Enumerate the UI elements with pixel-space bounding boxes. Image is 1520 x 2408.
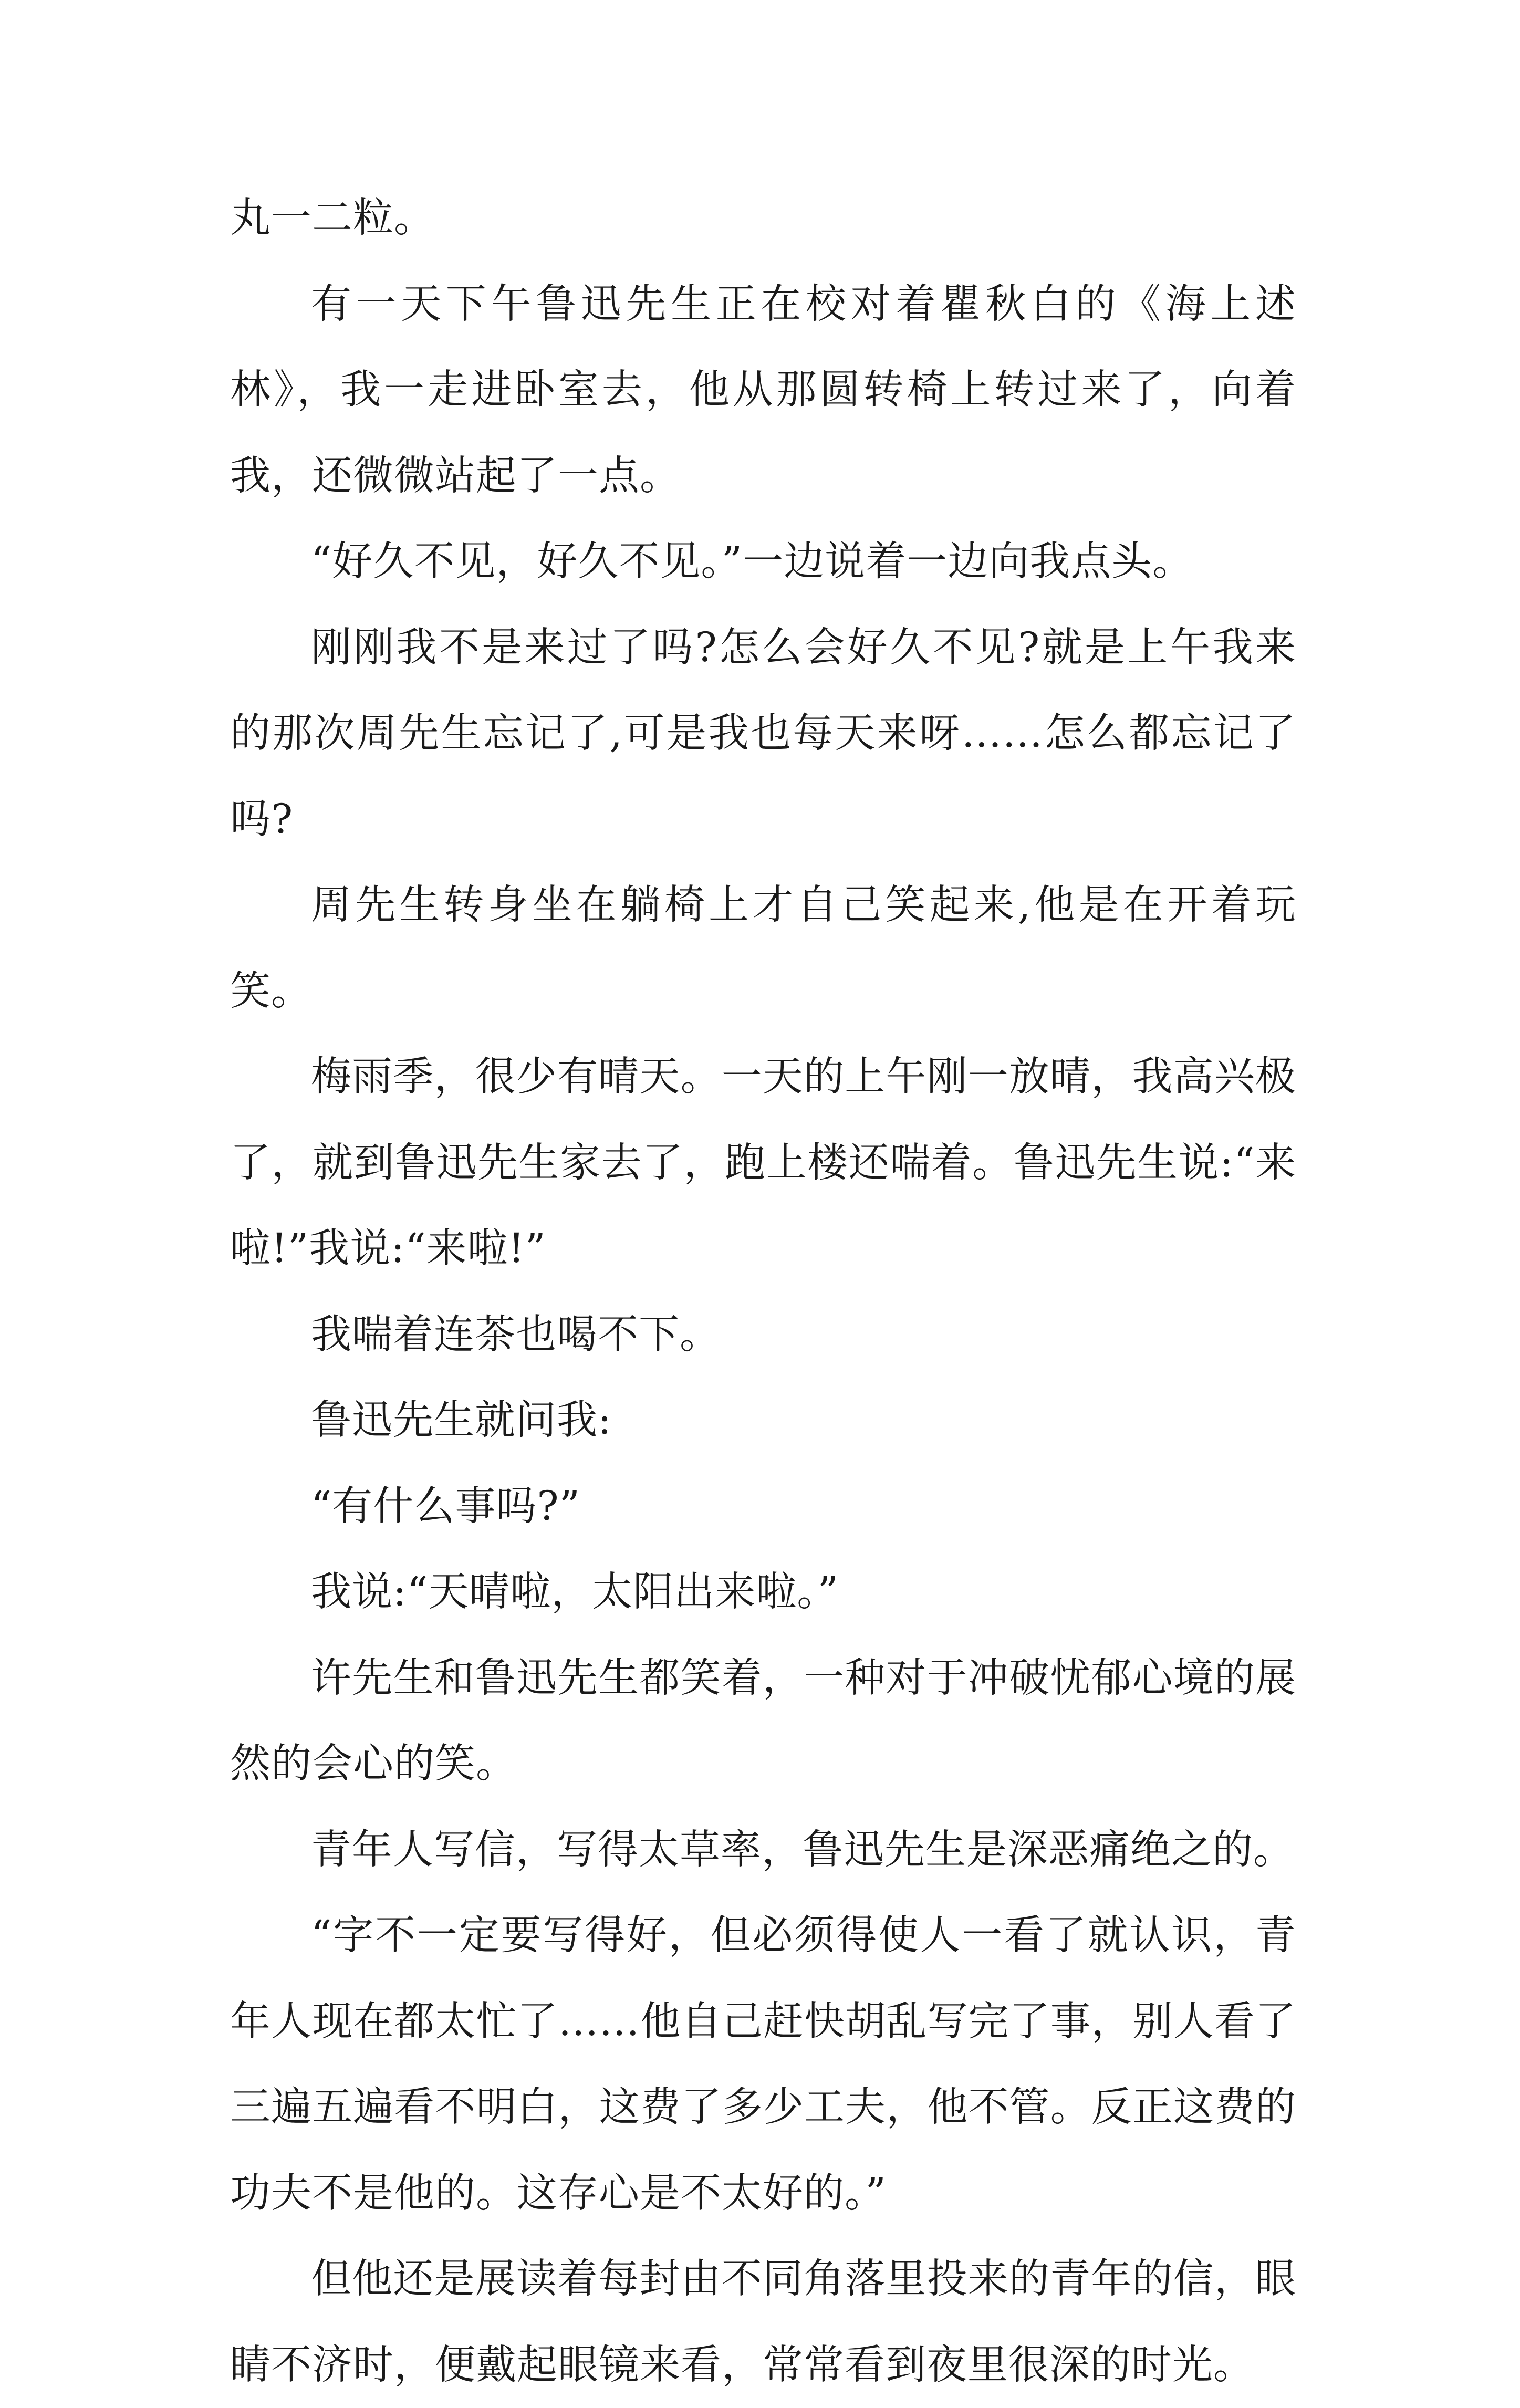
paragraph: 鲁迅先生就问我:: [311, 1397, 612, 1444]
paragraph: 丸一二粒。: [230, 195, 435, 242]
body-text: [230, 175, 1296, 2408]
paragraph: 我喘着连茶也喝不下。: [311, 1311, 721, 1358]
paragraph: “字不一定要写得好，但必须得使人一看了就认识，青年人现在都太忙了……他自己赶快胡乱写完了事，别人看了三遍五遍看不明白，这费了多少工夫，他不管。反正这费的功夫不是他的。这存心是不太好的。”: [230, 1912, 1296, 2217]
paragraph: 刚刚我不是来过了吗?怎么会好久不见?就是上午我来的那次周先生忘记了,可是我也每天来呀……怎么都忘记了吗?: [230, 624, 1296, 843]
paragraph: 但他还是展读着每封由不同角落里投来的青年的信，眼睛不济时，便戴起眼镜来看，常常看到夜里很深的时光。: [230, 2256, 1296, 2389]
paragraph: 青年人写信，写得太草率，鲁迅先生是深恶痛绝之的。: [311, 1826, 1294, 1873]
paragraph: 周先生转身坐在躺椅上才自己笑起来,他是在开着玩笑。: [230, 882, 1296, 1015]
paragraph: “有什么事吗?”: [311, 1483, 581, 1530]
paragraph: 许先生和鲁迅先生都笑着，一种对于冲破忧郁心境的展然的会心的笑。: [230, 1654, 1296, 1787]
paragraph: 我说:“天晴啦，太阳出来啦。”: [311, 1569, 839, 1615]
paragraph: 有一天下午鲁迅先生正在校对着瞿秋白的《海上述林》，我一走进卧室去，他从那圆转椅上转过来了，向着我，还微微站起了一点。: [230, 280, 1296, 499]
paragraph: 梅雨季，很少有晴天。一天的上午刚一放晴，我高兴极了，就到鲁迅先生家去了，跑上楼还喘着。鲁迅先生说:“来啦!”我说:“来啦!”: [230, 1054, 1296, 1272]
paragraph: “好久不见，好久不见。”一边说着一边向我点头。: [311, 538, 1194, 585]
